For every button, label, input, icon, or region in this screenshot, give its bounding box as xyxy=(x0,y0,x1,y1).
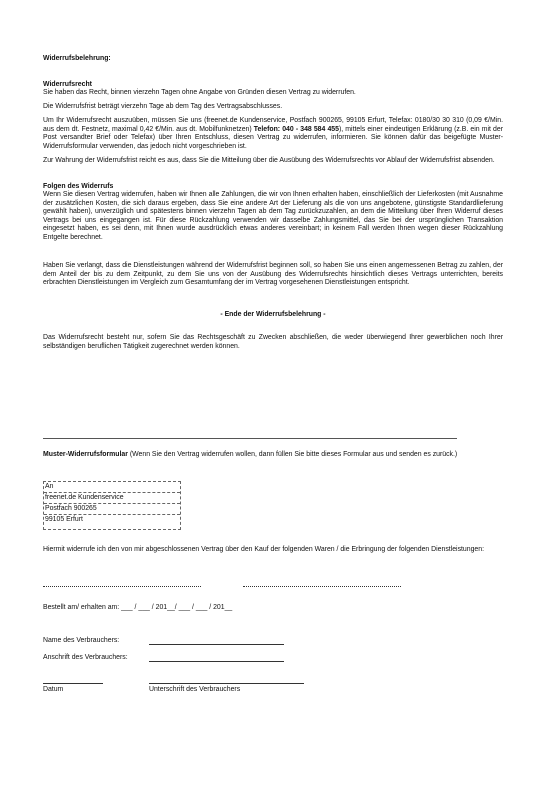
paragraph-services: Haben Sie verlangt, dass die Dienstleistungen während der Widerrufsfrist beginnen soll, so haben Sie uns einen angemessenen Betrag zu zahlen, der dem Anteil der bis zu dem Zeitpunkt, zu dem Sie uns von der Ausübung des Widerrufsrechts hinsichtlich dieses Vertrags unterrichten, bereits erbrachten Dienstleistungen im Vergleich zum Gesamtumfang der im Vertrag vorgesehenen Dienstleistungen entspricht. xyxy=(43,262,503,287)
paragraph-consumer-scope: Das Widerrufsrecht besteht nur, sofern Sie das Rechtsgeschäft zu Zwecken abschließen, die weder überwiegend Ihrer gewerblichen noch Ihrer selbständigen beruflichen Tätigkeit zugerechnet werden können. xyxy=(43,334,503,350)
signature-label: Unterschrift des Verbrauchers xyxy=(149,686,241,693)
ordered-date-blanks[interactable]: ___ / ___ / 201__/ ___ / ___ / 201__ xyxy=(121,604,233,611)
form-title: Muster-Widerrufsformular xyxy=(43,451,128,458)
paragraph-how-to-withdraw xyxy=(43,117,503,151)
phone-number: Telefon: 040 - 348 584 455 xyxy=(253,125,339,133)
date-label: Datum xyxy=(43,686,64,693)
address-line: freenet.de Kundenservice xyxy=(44,493,180,504)
paragraph-refund: Wenn Sie diesen Vertrag widerrufen, haben wir Ihnen alle Zahlungen, die wir von Ihnen erhalten haben, einschließlich der Lieferkosten (mit Ausnahme der zusätzlichen Kosten, die sich daraus ergeben, dass Sie eine andere Art der Lieferung als die von uns angebotene, günstigste Standardlieferung gewählt haben), unverzüglich und spätestens binnen vierzehn Tagen ab dem Tag zurückzuzahlen, an dem die Mitteilung über Ihren Widerruf dieses Vertrags bei uns eingegangen ist. Für diese Rückzahlung verwenden wir dasselbe Zahlungsmittel, das Sie bei der ursprünglichen Transaktion eingesetzt haben, es sei denn, mit Ihnen wurde ausdrücklich etwas anderes vereinbart; in keinem Fall werden Ihnen wegen dieser Rückzahlung Entgelte berechnet. xyxy=(43,191,503,241)
goods-line-1[interactable] xyxy=(43,586,201,587)
paragraph-withdrawal-right: Sie haben das Recht, binnen vierzehn Tagen ohne Angabe von Gründen diesen Vertrag zu widerrufen. xyxy=(43,89,356,96)
date-field[interactable] xyxy=(43,683,103,684)
contact-text: Um Ihr Widerrufsrecht auszuüben, müssen Sie uns (freenet.de Kundenservice, Postfach 900265, 99105 Erfurt, Telefax: 0180/30 30 310 (0,09 €/Min. aus dem dt. Festnetz, maximal 0,42 €/Min. aus dt. Mobilfunknetzen) xyxy=(43,117,503,133)
contact-text-continued: ), mittels einer eindeutigen Erklärung (z.B. ein mit der Post versandter Brief oder Telefax) über Ihren Entschluss, diesen Vertrag zu widerrufen, informieren. Sie können dafür das beigefügte Muster-Widerrufsformular verwenden, das jedoch nicht vorgeschrieben ist. xyxy=(43,125,503,150)
recipient-address-box xyxy=(43,481,181,530)
address-line: 99105 Erfurt xyxy=(45,516,83,523)
consumer-name-label: Name des Verbrauchers: xyxy=(43,637,120,644)
consumer-address-label: Anschrift des Verbrauchers: xyxy=(43,654,128,661)
section-heading-consequences: Folgen des Widerrufs xyxy=(43,183,114,190)
ordered-label: Bestellt am/ erhalten am: xyxy=(43,604,120,611)
consumer-name-field[interactable] xyxy=(149,644,284,645)
ordered-received-row xyxy=(43,604,232,613)
document-title: Widerrufsbelehrung: xyxy=(43,55,111,62)
separator-line xyxy=(43,438,457,439)
address-line: An xyxy=(44,482,180,493)
paragraph-withdrawal-period: Die Widerrufsfrist beträgt vierzehn Tage ab dem Tag des Vertragsabschlusses. xyxy=(43,103,283,110)
address-line: Postfach 900265 xyxy=(44,504,180,515)
goods-line-2[interactable] xyxy=(243,586,401,587)
end-of-policy-marker: - Ende der Widerrufsbelehrung - xyxy=(220,311,326,318)
consumer-address-field[interactable] xyxy=(149,661,284,662)
section-heading-right-of-withdrawal: Widerrufsrecht xyxy=(43,81,92,88)
form-declaration: Hiermit widerrufe ich den von mir abgeschlossenen Vertrag über den Kauf der folgenden Waren / die Erbringung der folgenden Dienstleistungen: xyxy=(43,546,485,553)
form-heading xyxy=(43,451,503,460)
form-instructions: (Wenn Sie den Vertrag widerrufen wollen, dann füllen Sie bitte dieses Formular aus und senden es zurück.) xyxy=(127,451,458,458)
paragraph-deadline-compliance: Zur Wahrung der Widerrufsfrist reicht es aus, dass Sie die Mitteilung über die Ausübung des Widerrufsrechts vor Ablauf der Widerrufsfrist absenden. xyxy=(43,157,495,164)
signature-field[interactable] xyxy=(149,683,304,684)
